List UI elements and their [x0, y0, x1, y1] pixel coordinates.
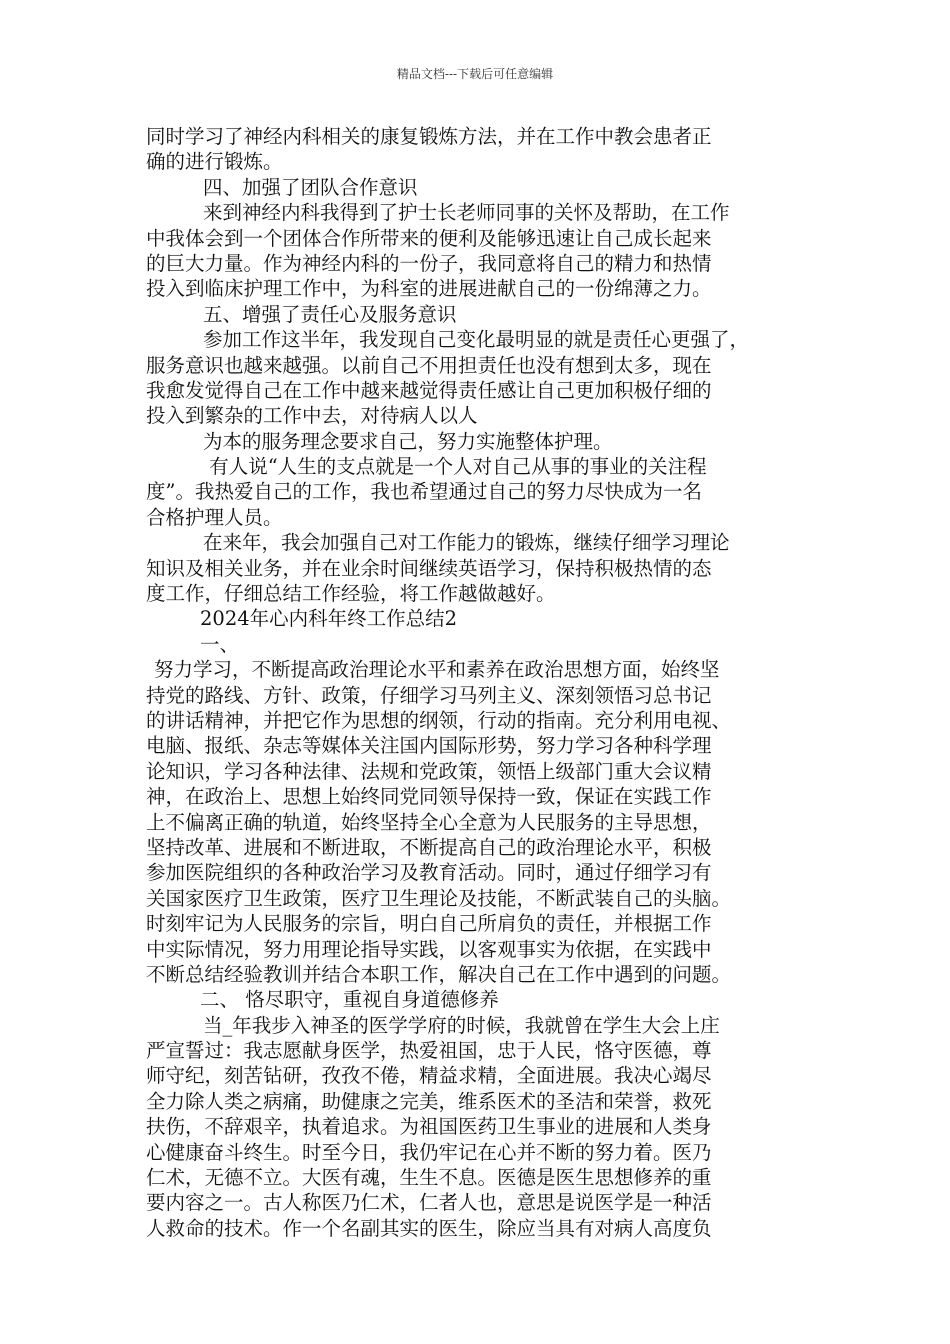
text-line: 中实际情况，努力用理论指导实践，以客观事实为依据，在实践中 [146, 937, 712, 961]
text-line: 努力学习，不断提高政治理论水平和素养在政治思想方面，始终坚 [154, 658, 720, 682]
text-line: 关国家医疗卫生政策，医疗卫生理论及技能，不断武装自己的头脑。 [146, 886, 732, 910]
text-line: 的讲话精神，并把它作为思想的纲领，行动的指南。充分利用电视、 [146, 708, 732, 732]
text-line: 2024年心内科年终工作总结2 [200, 607, 458, 631]
text-line: 全力除人类之病痛，助健康之完美，维系医术的圣洁和荣誉，救死 [146, 1089, 712, 1113]
text-line: 师守纪，刻苦钻研，孜孜不倦，精益求精，全面进展。我决心竭尽 [146, 1064, 712, 1088]
text-line: 度工作，仔细总结工作经验，将工作越做越好。 [146, 582, 556, 606]
text-line: 二、 恪尽职守，重视自身道德修养 [200, 988, 499, 1012]
text-line: 参加工作这半年，我发现自己变化最明显的就是责任心更强了， [203, 328, 750, 352]
text-line: 度”。我热爱自己的工作，我也希望通过自己的努力尽快成为一名 [146, 480, 702, 504]
text-line: 投入到繁杂的工作中去，对待病人以人 [146, 404, 478, 428]
text-line: 参加医院组织的各种政治学习及教育活动。同时，通过仔细学习有 [146, 861, 712, 885]
text-line: 的巨大力量。作为神经内科的一份子，我同意将自己的精力和热情 [146, 251, 712, 275]
text-line: 在来年，我会加强自己对工作能力的锻炼，继续仔细学习理论 [203, 531, 730, 555]
text-line: 确的进行锻炼。 [146, 150, 283, 174]
text-line: 人救命的技术。作一个名副其实的医生，除应当具有对病人高度负 [146, 1216, 712, 1240]
text-line: 投入到临床护理工作中，为科室的进展进献自己的一份绵薄之力。 [146, 277, 712, 301]
text-line: 来到神经内科我得到了护士长老师同事的关怀及帮助，在工作 [203, 201, 730, 225]
text-line: 上不偏离正确的轨道，始终坚持全心全意为人民服务的主导思想， [146, 810, 712, 834]
text-line: 知识及相关业务，并在业余时间继续英语学习，保持积极热情的态 [146, 556, 712, 580]
text-line: 持党的路线、方针、政策，仔细学习马列主义、深刻领悟习总书记 [146, 683, 712, 707]
text-line: 四、加强了团队合作意识 [203, 175, 418, 199]
text-line: 我愈发觉得自己在工作中越来越觉得责任感让自己更加积极仔细的 [146, 378, 712, 402]
text-line: 五、增强了责任心及服务意识 [203, 302, 457, 326]
text-line: 电脑、报纸、杂志等媒体关注国内国际形势，努力学习各种科学理 [146, 734, 712, 758]
text-line: 一、 [200, 632, 240, 656]
text-line: 中我体会到一个团体合作所带来的便利及能够迅速让自己成长起来 [146, 226, 712, 250]
text-line: 严宣誓过：我志愿献身医学，热爱祖国，忠于人民，恪守医德，尊 [146, 1039, 712, 1063]
document-body [146, 124, 826, 1241]
text-line: 服务意识也越来越强。以前自己不用担责任也没有想到太多，现在 [146, 353, 712, 377]
text-line: 论知识，学习各种法律、法规和党政策，领悟上级部门重大会议精 [146, 759, 712, 783]
text-line: 要内容之一。古人称医乃仁术，仁者人也，意思是说医学是一种活 [146, 1191, 712, 1215]
text-line: 时刻牢记为人民服务的宗旨，明白自己所肩负的责任，并根据工作 [146, 912, 712, 936]
text-line: 同时学习了神经内科相关的康复锻炼方法，并在工作中教会患者正 [146, 125, 712, 148]
text-line: 扶伤，不辞艰辛，执着追求。为祖国医药卫生事业的进展和人类身 [146, 1115, 712, 1139]
text-line: 有人说“人生的支点就是一个人对自己从事的事业的关注程 [203, 455, 707, 479]
page-header-note: 精品文档---下载后可任意编辑 [396, 67, 554, 81]
text-line: 坚持改革、进展和不断进取，不断提高自己的政治理论水平，积极 [146, 835, 712, 859]
text-line: 为本的服务理念要求自己，努力实施整体护理。 [203, 429, 613, 453]
text-line: 神，在政治上、思想上始终同党同领导保持一致，保证在实践工作 [146, 785, 712, 809]
text-line: 心健康奋斗终生。时至今日，我仍牢记在心并不断的努力着。医乃 [146, 1140, 712, 1164]
text-line: 当_年我步入神圣的医学学府的时候，我就曾在学生大会上庄 [203, 1013, 720, 1037]
text-line: 仁术，无德不立。大医有魂，生生不息。医德是医生思想修养的重 [146, 1166, 712, 1190]
text-line: 不断总结经验教训并结合本职工作，解决自己在工作中遇到的问题。 [146, 962, 732, 986]
text-line: 合格护理人员。 [146, 505, 283, 529]
